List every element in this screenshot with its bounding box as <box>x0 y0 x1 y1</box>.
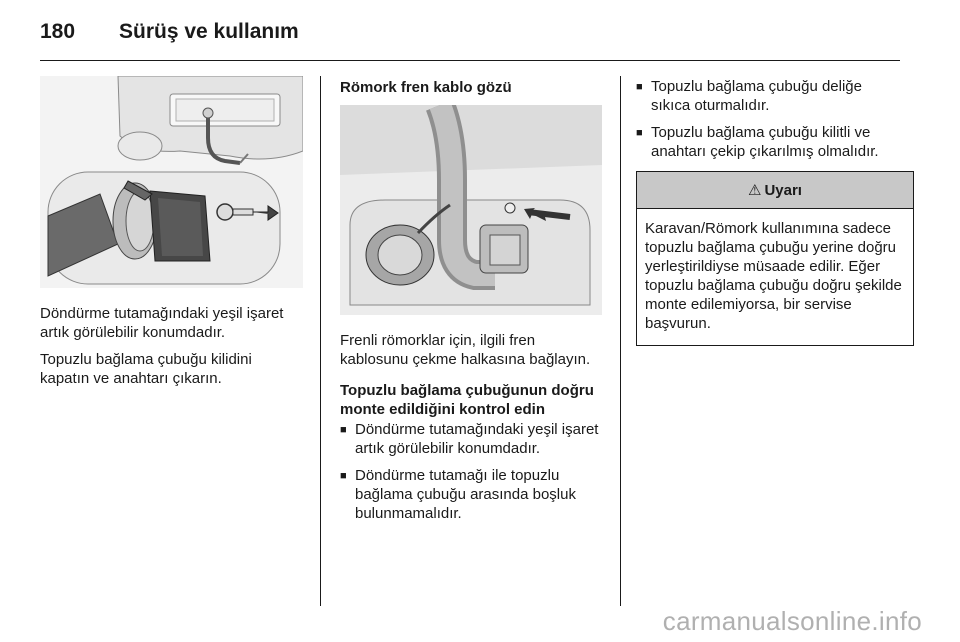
section-title: Sürüş ve kullanım <box>119 20 299 43</box>
warning-header <box>637 172 913 209</box>
warning-text: Karavan/Römork kullanımına sadece topuzlu bağlama çubuğu yerine doğru yerleştirildiyse müsaade edilir. Eğer topuzlu bağlama çubuğu doğru şekilde monte edilemiyorsa, bir servise başvurun. <box>645 220 902 332</box>
page-number: 180 <box>40 20 76 43</box>
warning-title: Uyarı <box>764 181 802 199</box>
brake-cable-eye-illustration <box>340 105 602 315</box>
middle-column <box>340 76 605 531</box>
section-heading: Römork fren kablo gözü <box>340 79 512 96</box>
right-column <box>636 76 904 346</box>
list-item: ■ Döndürme tutamağındaki yeşil işaret artık görülebilir konumdadır. <box>340 421 599 457</box>
bullet-icon: ■ <box>340 470 347 482</box>
watermark: carmanualsonline.info <box>662 606 922 636</box>
bullet-icon: ■ <box>636 81 643 93</box>
check-list <box>636 77 904 161</box>
list-item: ■ Topuzlu bağlama çubuğu deliğe sıkıca oturmalıdır. <box>636 78 862 114</box>
check-list <box>340 420 605 523</box>
bullet-icon: ■ <box>340 424 347 436</box>
header-rule <box>40 60 900 61</box>
warning-box <box>636 171 914 346</box>
column-divider-right <box>620 76 621 606</box>
subheading: Topuzlu bağlama çubuğunun doğru monte edildiğini kontrol edin <box>340 382 594 418</box>
warning-triangle-icon: ⚠ <box>748 182 762 199</box>
bullet-icon: ■ <box>636 127 643 139</box>
towbar-lock-illustration <box>40 76 303 288</box>
paragraph: Topuzlu bağlama çubuğu kilidini kapatın ve anahtarı çıkarın. <box>40 351 252 387</box>
list-item: ■ Döndürme tutamağı ile topuzlu bağlama çubuğu arasında boşluk bulunmamalıdır. <box>340 467 576 522</box>
paragraph: Frenli römorklar için, ilgili fren kablosunu çekme halkasına bağlayın. <box>340 332 591 368</box>
column-divider-left <box>320 76 321 606</box>
list-item: ■ Topuzlu bağlama çubuğu kilitli ve anahtarı çekip çıkarılmış olmalıdır. <box>636 124 879 160</box>
left-column <box>40 76 305 388</box>
paragraph: Döndürme tutamağındaki yeşil işaret artık görülebilir konumdadır. <box>40 305 284 341</box>
